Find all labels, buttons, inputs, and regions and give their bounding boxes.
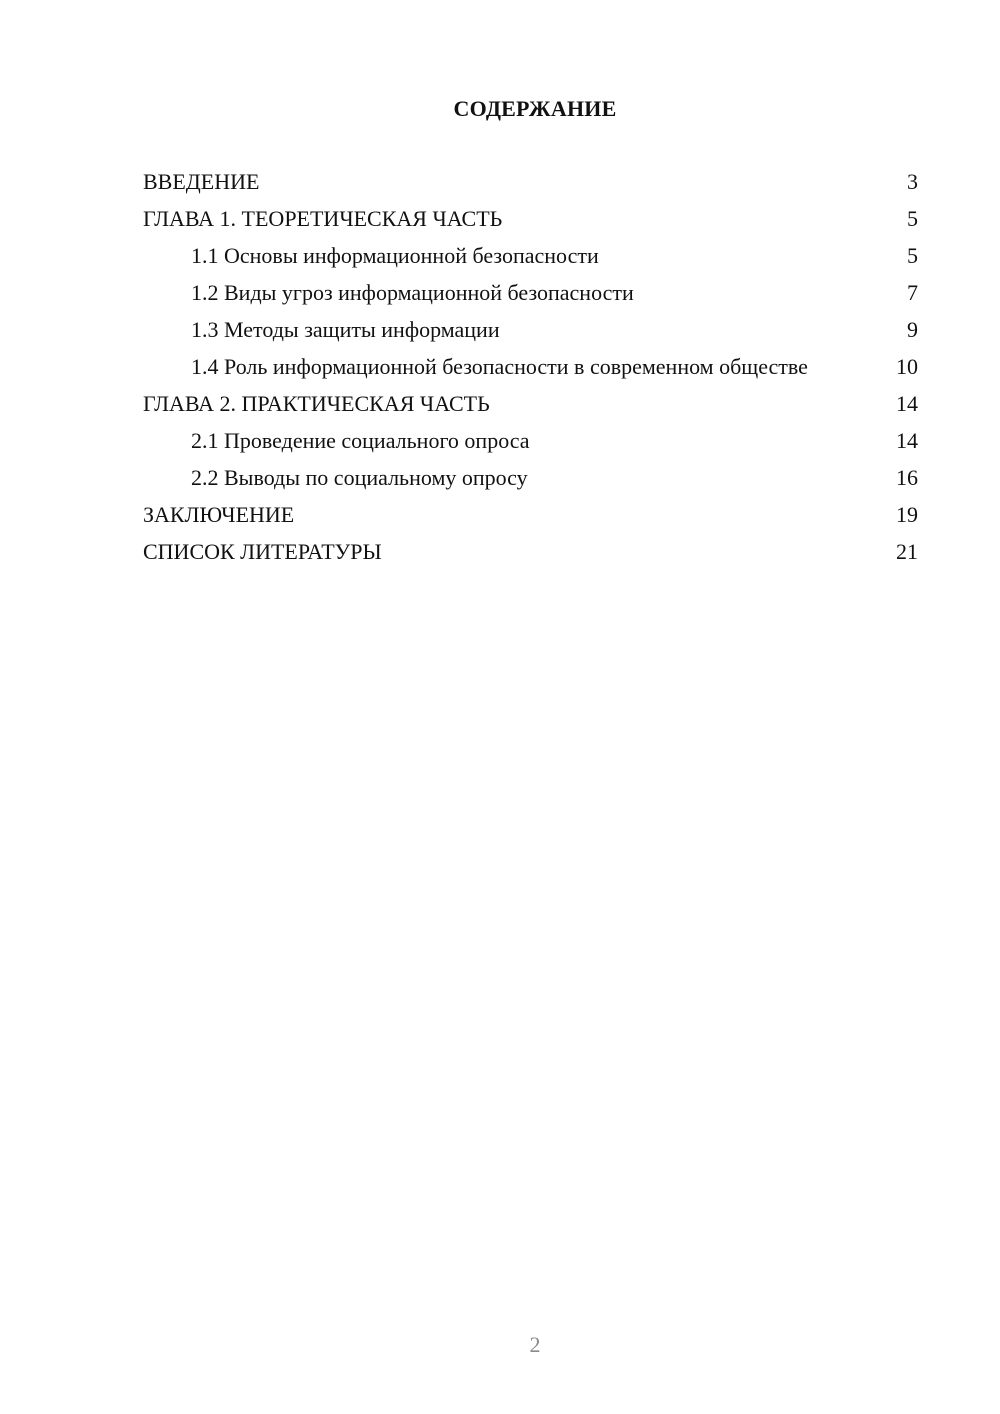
toc-entry-section-1-3 bbox=[143, 316, 918, 344]
toc-entry-page: 21 bbox=[896, 539, 918, 564]
toc-entry-introduction bbox=[143, 168, 918, 196]
page-title: СОДЕРЖАНИЕ bbox=[453, 96, 617, 121]
toc-entry-section-1-2 bbox=[143, 279, 918, 307]
toc-entry-label: ГЛАВА 2. ПРАКТИЧЕСКАЯ ЧАСТЬ bbox=[143, 391, 490, 416]
toc-entry-chapter-2 bbox=[143, 390, 918, 418]
toc-entry-page: 19 bbox=[896, 502, 918, 527]
toc-entry-label: 2.2 Выводы по социальному опросу bbox=[191, 465, 528, 490]
toc-entry-conclusion bbox=[143, 501, 918, 529]
toc-entry-section-1-4 bbox=[143, 353, 918, 381]
toc-entry-chapter-1 bbox=[143, 205, 918, 233]
toc-entry-label: ВВЕДЕНИЕ bbox=[143, 169, 260, 194]
toc-entry-page: 14 bbox=[896, 428, 918, 453]
toc-entry-page: 9 bbox=[907, 317, 918, 342]
toc-entry-references bbox=[143, 538, 918, 566]
toc-entry-section-2-2 bbox=[143, 464, 918, 492]
toc-entry-section-1-1 bbox=[143, 242, 918, 270]
toc-entry-label: 1.4 Роль информационной безопасности в современном обществе bbox=[191, 354, 808, 379]
toc-entry-page: 5 bbox=[907, 243, 918, 268]
toc-entry-page: 14 bbox=[896, 391, 918, 416]
toc-entry-label: 2.1 Проведение социального опроса bbox=[191, 428, 530, 453]
toc-entry-page: 10 bbox=[896, 354, 918, 379]
toc-entry-section-2-1 bbox=[143, 427, 918, 455]
toc-entry-page: 5 bbox=[907, 206, 918, 231]
toc-entry-page: 7 bbox=[907, 280, 918, 305]
toc-entry-page: 3 bbox=[907, 169, 918, 194]
toc-entry-label: 1.2 Виды угроз информационной безопасности bbox=[191, 280, 634, 305]
toc-entry-label: 1.3 Методы защиты информации bbox=[191, 317, 500, 342]
page-number: 2 bbox=[529, 1332, 541, 1357]
toc-entry-label: ГЛАВА 1. ТЕОРЕТИЧЕСКАЯ ЧАСТЬ bbox=[143, 206, 503, 231]
toc-entry-label: 1.1 Основы информационной безопасности bbox=[191, 243, 599, 268]
toc-entry-label: СПИСОК ЛИТЕРАТУРЫ bbox=[143, 539, 382, 564]
toc-entry-label: ЗАКЛЮЧЕНИЕ bbox=[143, 502, 295, 527]
table-of-contents bbox=[143, 168, 918, 575]
toc-entry-page: 16 bbox=[896, 465, 918, 490]
